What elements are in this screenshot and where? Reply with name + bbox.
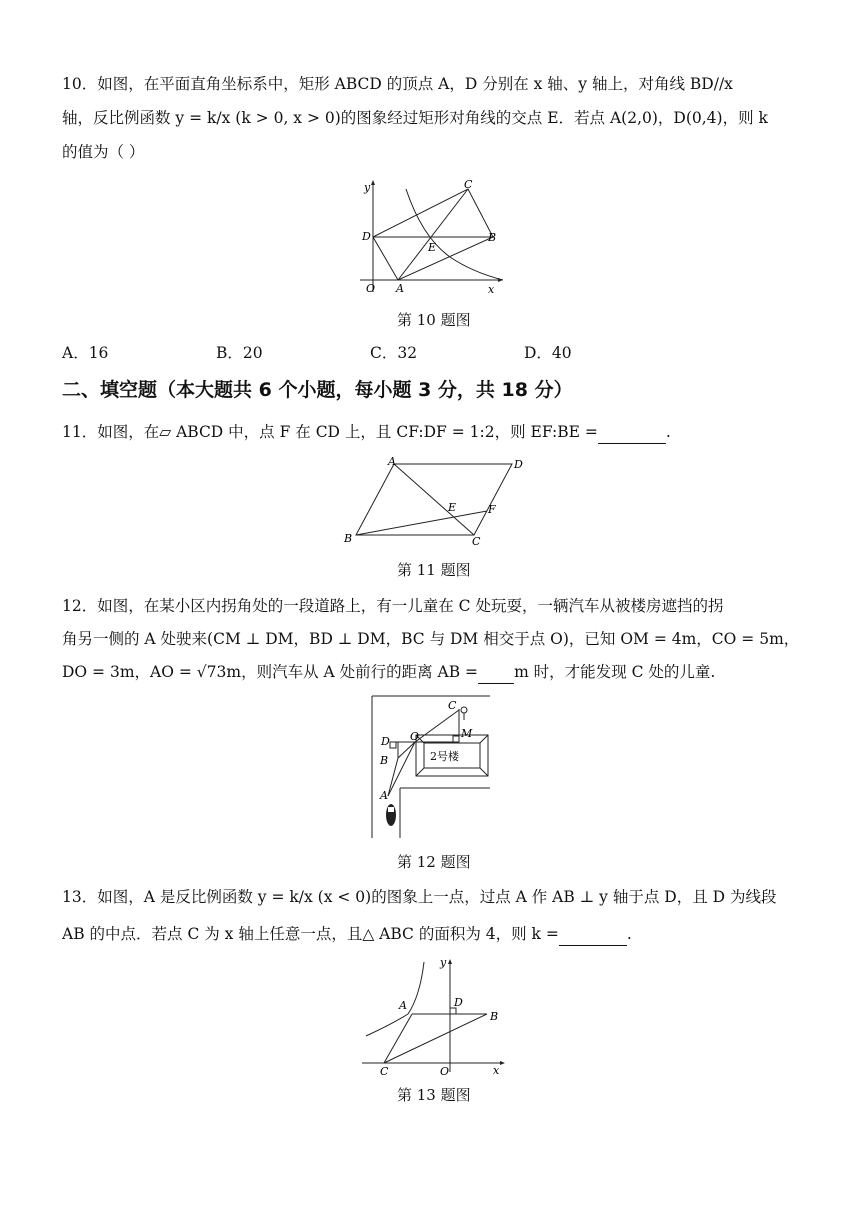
q11-label-B: B bbox=[344, 532, 353, 545]
q12-text-line3-a: DO = 3m，AO = √73m，则汽车从 A 处前行的距离 AB = bbox=[62, 663, 479, 681]
q12-label-B: B bbox=[380, 754, 389, 767]
q11-answer-blank bbox=[598, 425, 666, 444]
q12-answer-blank bbox=[478, 665, 514, 684]
q12-figure bbox=[368, 694, 492, 840]
q13-text-line2-a: AB 的中点．若点 C 为 x 轴上任意一点，且△ ABC 的面积为 4，则 k = bbox=[62, 925, 559, 943]
q11-label-E: E bbox=[448, 501, 457, 514]
q10-option-a: A．16 bbox=[62, 344, 109, 362]
q13-label-A: A bbox=[399, 999, 407, 1012]
q11-label-A: A bbox=[388, 455, 396, 468]
q13-text-line2-b: . bbox=[626, 925, 632, 943]
q10-label-O: O bbox=[366, 282, 376, 295]
q10-text-line1: 10．如图，在平面直角坐标系中，矩形 ABCD 的顶点 A，D 分别在 x 轴、y 轴上，对角线 BD//x bbox=[62, 75, 733, 93]
q11-text-end: . bbox=[665, 423, 671, 441]
q12-label-C: C bbox=[448, 699, 457, 712]
q13-text-line2 bbox=[62, 922, 632, 946]
q11-text bbox=[62, 420, 671, 444]
q10-label-E: E bbox=[428, 241, 437, 254]
q13-label-B: B bbox=[490, 1010, 499, 1023]
q12-label-O: O bbox=[410, 730, 420, 743]
q10-caption: 第 10 题图 bbox=[397, 311, 471, 329]
q10-text-line3: 的值为（ ） bbox=[62, 143, 145, 161]
q10-option-c: C．32 bbox=[370, 344, 418, 362]
q13-label-y: y bbox=[440, 956, 447, 969]
q13-answer-blank bbox=[559, 927, 627, 946]
q10-label-x: x bbox=[488, 283, 495, 296]
q11-text-main: 11．如图，在▱ ABCD 中，点 F 在 CD 上，且 CF:DF = 1:2，则 EF:BE = bbox=[62, 423, 598, 441]
q12-text-line1: 12．如图，在某小区内拐角处的一段道路上，有一儿童在 C 处玩耍，一辆汽车从被楼房遮挡的拐 bbox=[62, 597, 724, 615]
q11-label-F: F bbox=[488, 503, 496, 516]
q13-label-C: C bbox=[380, 1065, 389, 1076]
q12-text-line3 bbox=[62, 660, 715, 684]
q12-label-D: D bbox=[381, 735, 390, 748]
q12-text-line3-b: m 时，才能发现 C 处的儿童. bbox=[514, 663, 716, 681]
q12-text-line2: 角另一侧的 A 处驶来(CM ⊥ DM，BD ⊥ DM，BC 与 DM 相交于点 O)，已知 OM = 4m，CO = 5m， bbox=[62, 630, 800, 648]
q10-option-d: D．40 bbox=[524, 344, 572, 362]
q12-caption: 第 12 题图 bbox=[397, 853, 471, 871]
q10-label-B: B bbox=[488, 231, 497, 244]
q13-label-x: x bbox=[493, 1064, 500, 1076]
q13-label-D: D bbox=[454, 996, 463, 1009]
q11-label-D: D bbox=[514, 458, 523, 471]
q12-label-A: A bbox=[380, 789, 388, 802]
q10-label-y: y bbox=[364, 181, 371, 194]
q12-label-M: M bbox=[461, 727, 473, 740]
q13-figure bbox=[362, 954, 507, 1076]
q13-text-line1: 13．如图，A 是反比例函数 y = k/x (x < 0)的图象上一点，过点 A 作 AB ⊥ y 轴于点 D，且 D 为线段 bbox=[62, 888, 777, 906]
q10-text-line2: 轴，反比例函数 y = k/x (k > 0, x > 0)的图象经过矩形对角线的交点 E．若点 A(2,0)，D(0,4)，则 k bbox=[62, 109, 768, 127]
q11-figure bbox=[342, 455, 532, 547]
q11-label-C: C bbox=[472, 535, 481, 547]
q11-caption: 第 11 题图 bbox=[397, 561, 471, 579]
q13-label-O: O bbox=[440, 1065, 450, 1076]
q10-label-D: D bbox=[362, 230, 371, 243]
q10-figure bbox=[360, 177, 505, 297]
q10-option-b: B．20 bbox=[216, 344, 263, 362]
q13-caption: 第 13 题图 bbox=[397, 1086, 471, 1104]
q10-label-C: C bbox=[464, 178, 473, 191]
q12-building-label: 2号楼 bbox=[430, 750, 459, 763]
section-2-title: 二、填空题（本大题共 6 个小题，每小题 3 分，共 18 分） bbox=[62, 379, 573, 401]
q10-label-A: A bbox=[396, 282, 404, 295]
